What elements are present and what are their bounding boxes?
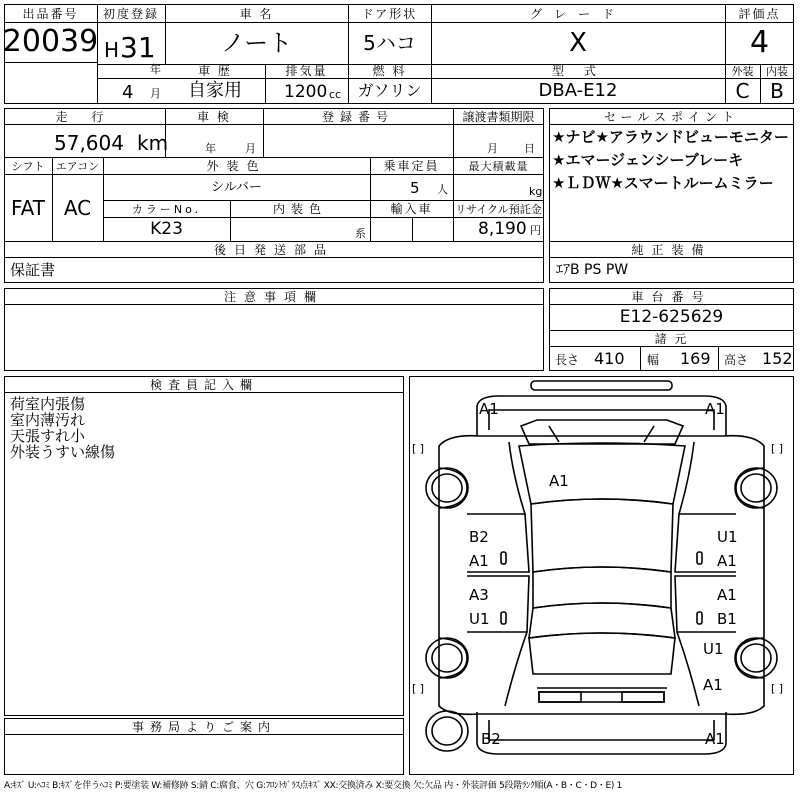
interior-color-unit: 系: [355, 227, 366, 240]
capacity: 5: [410, 179, 420, 197]
inspector-note: 荷室内張傷: [10, 395, 86, 413]
door-type: 5ハコ: [363, 31, 416, 55]
sales-point-line: ★ナビ★アラウンドビューモニター: [552, 128, 789, 146]
office-label: 事務局よりご案内: [131, 719, 276, 734]
displacement-unit: cc: [329, 88, 342, 101]
lot-number: 20039: [2, 24, 99, 59]
inspector-note: 天張すれ小: [10, 427, 86, 445]
registration-era: H: [104, 38, 120, 62]
inspection-year-unit: 年: [205, 142, 216, 155]
capacity-label: 乗車定員: [383, 159, 440, 173]
score-label: 評価点: [738, 6, 781, 21]
bracket-right: [ ]: [771, 442, 784, 455]
capacity-unit: 人: [437, 183, 448, 196]
sales-points-label: セールスポイント: [604, 109, 739, 124]
history-label: 車 歴: [198, 64, 232, 78]
recycle-fee-label: リサイクル預託金: [455, 202, 542, 216]
cautions-label: 注意事項欄: [223, 289, 324, 304]
registration-month: 4: [122, 82, 134, 103]
later-parts: 保証書: [10, 261, 56, 279]
mark-right-rear-door: A1: [717, 586, 737, 604]
displacement-label: 排気量: [285, 64, 328, 78]
dimensions-label: 諸 元: [654, 331, 689, 346]
mark-left-rear-door: U1: [469, 610, 490, 628]
mark-right-rear-door: B1: [717, 610, 737, 628]
chassis-number-label: 車台番号: [631, 289, 712, 304]
grade-label: グレード: [529, 6, 626, 21]
transfer-deadline-label: 譲渡書類期限: [462, 109, 535, 124]
height: 152: [762, 349, 793, 368]
registration-year: 31: [120, 31, 156, 64]
mark-right-front-door: A1: [717, 552, 737, 570]
mileage-unit: km: [137, 131, 169, 155]
inspector-note: 外装うすい線傷: [10, 443, 116, 461]
interior-score: B: [770, 79, 784, 103]
fuel: ガソリン: [357, 81, 422, 100]
sales-point-line: ★エマージェンシーブレーキ: [552, 151, 744, 169]
max-load-label: 最大積載量: [468, 159, 529, 173]
sales-point-line: ★ＬＤＷ★スマートルームミラー: [552, 174, 774, 192]
mark-left-front-door: A1: [469, 552, 489, 570]
history: 自家用: [188, 80, 242, 101]
equipment-label: 純正装備: [631, 242, 712, 257]
color-number-label: カラーNo.: [131, 202, 202, 216]
mark-rear-right: A1: [705, 730, 725, 748]
mark-right-front-door: U1: [717, 528, 738, 546]
recycle-fee-unit: 円: [530, 224, 541, 237]
bracket-right-lower: [ ]: [771, 682, 784, 695]
later-parts-label: 後日発送部品: [213, 242, 334, 257]
mark-front-right: A1: [705, 400, 725, 418]
mark-left-front-door: B2: [469, 528, 489, 546]
registration-number-label: 登録番号: [321, 109, 394, 124]
first-registration-label: 初度登録: [102, 6, 159, 21]
transfer-month-unit: 月: [487, 142, 498, 155]
fuel-label: 燃 料: [372, 64, 407, 78]
grade: X: [569, 28, 587, 58]
inspector-label: 検査員記入欄: [149, 377, 258, 392]
width-label: 幅: [647, 353, 660, 367]
transfer-day-unit: 日: [524, 142, 535, 155]
length-label: 長さ: [555, 353, 580, 367]
recycle-fee: 8,190: [478, 219, 527, 239]
equipment: ｴｱB PS PW: [556, 262, 629, 278]
exterior-color: シルバー: [211, 179, 262, 195]
inspector-note: 室内薄汚れ: [10, 411, 86, 429]
mark-front-left: A1: [479, 400, 499, 418]
car-name: ノート: [220, 29, 293, 57]
model-code: DBA-E12: [538, 80, 618, 101]
mark-right-quarter: A1: [703, 676, 723, 694]
bracket-left: [ ]: [412, 442, 425, 455]
max-load-unit: kg: [529, 185, 543, 198]
color-number: K23: [150, 219, 183, 239]
exterior-score: C: [735, 79, 750, 103]
car-diagram: [409, 376, 794, 775]
chassis-number: E12-625629: [619, 307, 724, 327]
exterior-score-label: 外装: [731, 64, 754, 78]
width: 169: [680, 349, 711, 368]
registration-year-unit: 年: [150, 63, 161, 76]
lot-number-label: 出品番号: [22, 6, 79, 21]
bracket-left-lower: [ ]: [412, 682, 425, 695]
height-label: 高さ: [724, 353, 749, 367]
aircon-label: エアコン: [55, 159, 100, 173]
mark-rear-left: B2: [481, 730, 501, 748]
mark-right-rear-fender: U1: [703, 640, 724, 658]
car-name-label: 車 名: [239, 6, 274, 21]
import-label: 輸入車: [390, 202, 433, 216]
inspection-label: 車 検: [197, 109, 231, 124]
inspection-month-unit: 月: [245, 142, 256, 155]
aircon: AC: [63, 196, 92, 220]
model-label: 型 式: [552, 64, 604, 78]
legend: A:ｷｽﾞ U:ﾍｺﾐ B:ｷｽﾞを伴うﾍｺﾐ P:要塗装 W:補修跡 S:錆 C:腐食、穴 G:ﾌﾛﾝﾄｶﾞﾗｽ点ｷｽﾞ XX:交換済み X:要交換 欠:欠品 内・外装評価 5段階ﾗﾝｸ順(A・B・C・D・E) 1: [4, 781, 623, 791]
length: 410: [594, 349, 625, 368]
interior-color-label: 内装色: [272, 202, 327, 216]
mileage-label: 走 行: [55, 109, 114, 124]
mark-left-rear-door: A3: [469, 586, 489, 604]
mileage: 57,604: [54, 131, 124, 155]
interior-score-label: 内装: [766, 64, 788, 78]
score: 4: [749, 25, 770, 60]
shift-label: シフト: [11, 159, 45, 173]
door-type-label: ドア形状: [361, 6, 418, 21]
displacement: 1200: [284, 82, 328, 102]
exterior-color-label: 外装色: [206, 159, 267, 173]
mark-hood: A1: [549, 472, 569, 490]
registration-month-unit: 月: [150, 87, 161, 100]
shift: FAT: [10, 196, 45, 220]
